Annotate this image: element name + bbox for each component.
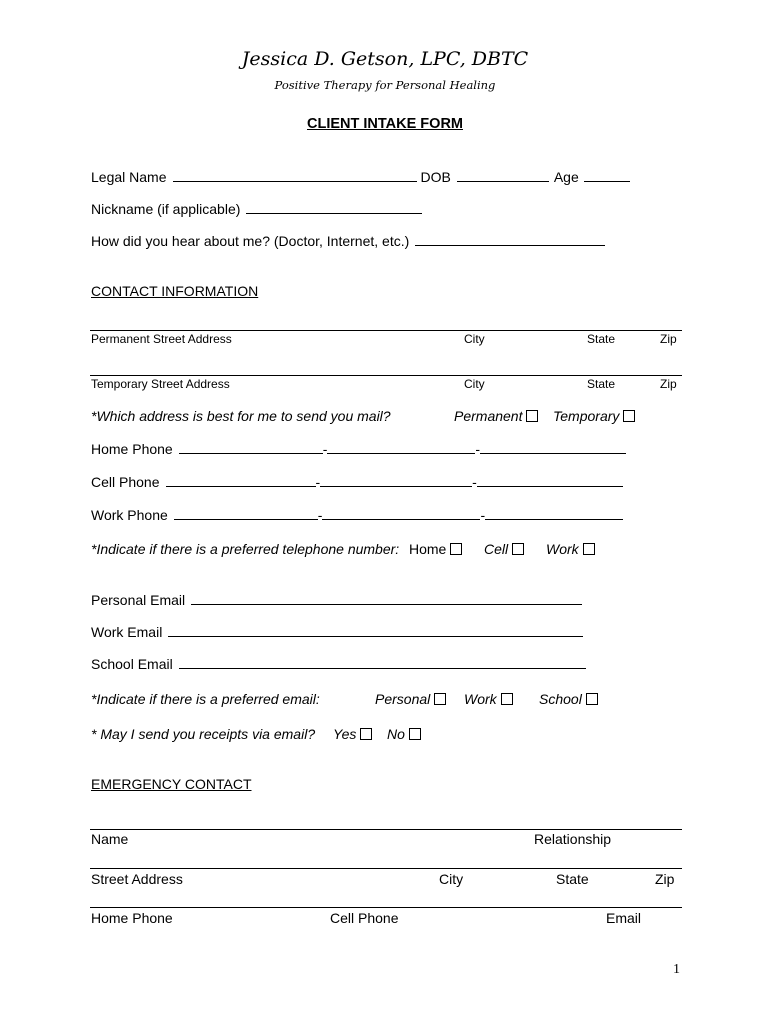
emergency-state-label: State xyxy=(556,871,589,887)
email-work-checkbox[interactable] xyxy=(501,693,513,705)
work-email-label: Work Email xyxy=(91,624,163,640)
emergency-home-phone-label: Home Phone xyxy=(91,910,173,926)
permanent-address-label: Permanent Street Address xyxy=(91,332,232,346)
phone-home-option[interactable] xyxy=(409,541,462,557)
mail-permanent-option[interactable] xyxy=(454,408,538,424)
nickname-field[interactable] xyxy=(246,201,422,214)
nickname-row xyxy=(91,201,422,217)
emergency-street-label: Street Address xyxy=(91,871,183,887)
home-phone-prefix-field[interactable] xyxy=(327,441,475,454)
work-phone-row: Work Phone - - xyxy=(91,507,623,523)
cell-phone-prefix-field[interactable] xyxy=(320,474,472,487)
phone-work-label: Work xyxy=(546,541,579,557)
temporary-address-line[interactable] xyxy=(90,375,682,376)
email-work-label: Work xyxy=(464,691,497,707)
temporary-address-label: Temporary Street Address xyxy=(91,377,230,391)
mail-temporary-checkbox[interactable] xyxy=(623,410,635,422)
legal-name-field[interactable] xyxy=(173,169,417,182)
phone-work-option[interactable] xyxy=(546,541,595,557)
home-phone-row: Home Phone - - xyxy=(91,441,626,457)
age-label: Age xyxy=(553,169,579,185)
temporary-zip-label: Zip xyxy=(660,377,677,391)
legal-name-row xyxy=(91,169,630,185)
page-number: 1 xyxy=(673,962,680,977)
cell-phone-area-field[interactable] xyxy=(166,474,316,487)
receipts-yes-label: Yes xyxy=(333,726,357,742)
email-work-option[interactable] xyxy=(464,691,513,707)
emergency-name-label: Name xyxy=(91,831,129,847)
work-email-row xyxy=(91,624,583,640)
work-phone-line-field[interactable] xyxy=(485,507,623,520)
receipts-question: * May I send you receipts via email? xyxy=(91,726,316,742)
referral-field[interactable] xyxy=(415,233,605,246)
mail-temporary-label: Temporary xyxy=(553,408,620,424)
work-phone-area-field[interactable] xyxy=(174,507,318,520)
temporary-state-label: State xyxy=(587,377,616,391)
receipts-no-checkbox[interactable] xyxy=(409,728,421,740)
preferred-email-question: *Indicate if there is a preferred email: xyxy=(91,691,320,707)
mail-permanent-label: Permanent xyxy=(454,408,523,424)
phone-work-checkbox[interactable] xyxy=(583,543,595,555)
emergency-city-label: City xyxy=(439,871,464,887)
email-personal-option[interactable] xyxy=(375,691,446,707)
cell-phone-label: Cell Phone xyxy=(91,474,160,490)
email-personal-label: Personal xyxy=(375,691,431,707)
permanent-address-line[interactable] xyxy=(90,330,682,331)
school-email-label: School Email xyxy=(91,656,173,672)
phone-cell-option[interactable] xyxy=(484,541,524,557)
legal-name-label: Legal Name xyxy=(91,169,167,185)
dob-label: DOB xyxy=(420,169,451,185)
personal-email-row xyxy=(91,592,582,608)
phone-cell-checkbox[interactable] xyxy=(512,543,524,555)
cell-phone-row: Cell Phone - - xyxy=(91,474,623,490)
phone-cell-label: Cell xyxy=(484,541,509,557)
contact-heading: CONTACT INFORMATION xyxy=(91,283,259,299)
permanent-city-label: City xyxy=(464,332,485,346)
receipts-no-label: No xyxy=(387,726,405,742)
home-phone-line-field[interactable] xyxy=(480,441,626,454)
email-school-checkbox[interactable] xyxy=(586,693,598,705)
age-field[interactable] xyxy=(584,169,630,182)
personal-email-label: Personal Email xyxy=(91,592,186,608)
preferred-phone-question: *Indicate if there is a preferred telephone number: xyxy=(91,541,400,557)
mail-permanent-checkbox[interactable] xyxy=(526,410,538,422)
receipts-yes-option[interactable] xyxy=(333,726,372,742)
mail-question: *Which address is best for me to send you mail? xyxy=(91,408,391,424)
phone-home-label: Home xyxy=(409,541,447,557)
mail-temporary-option[interactable] xyxy=(553,408,635,424)
cell-phone-line-field[interactable] xyxy=(477,474,623,487)
dob-field[interactable] xyxy=(457,169,549,182)
home-phone-area-field[interactable] xyxy=(179,441,323,454)
emergency-zip-label: Zip xyxy=(655,871,675,887)
work-phone-prefix-field[interactable] xyxy=(322,507,480,520)
emergency-cell-phone-label: Cell Phone xyxy=(330,910,399,926)
referral-row xyxy=(91,233,605,249)
form-title: CLIENT INTAKE FORM xyxy=(307,116,463,132)
receipts-no-option[interactable] xyxy=(387,726,421,742)
email-personal-checkbox[interactable] xyxy=(434,693,446,705)
emergency-phone-line[interactable] xyxy=(90,907,682,908)
temporary-city-label: City xyxy=(464,377,485,391)
school-email-row xyxy=(91,656,586,672)
work-email-field[interactable] xyxy=(168,624,583,637)
emergency-heading: EMERGENCY CONTACT xyxy=(91,776,252,792)
emergency-address-line[interactable] xyxy=(90,868,682,869)
personal-email-field[interactable] xyxy=(191,592,582,605)
permanent-zip-label: Zip xyxy=(660,332,677,346)
permanent-state-label: State xyxy=(587,332,616,346)
home-phone-label: Home Phone xyxy=(91,441,173,457)
email-school-label: School xyxy=(539,691,582,707)
school-email-field[interactable] xyxy=(179,656,586,669)
email-school-option[interactable] xyxy=(539,691,598,707)
work-phone-label: Work Phone xyxy=(91,507,168,523)
emergency-name-line[interactable] xyxy=(90,829,682,830)
emergency-email-label: Email xyxy=(606,910,642,926)
phone-home-checkbox[interactable] xyxy=(450,543,462,555)
practitioner-name: Jessica D. Getson, LPC, DBTC xyxy=(241,48,529,70)
emergency-relationship-label: Relationship xyxy=(534,831,612,847)
receipts-yes-checkbox[interactable] xyxy=(360,728,372,740)
practice-tagline: Positive Therapy for Personal Healing xyxy=(274,78,496,92)
referral-label: How did you hear about me? (Doctor, Internet, etc.) xyxy=(91,233,410,249)
nickname-label: Nickname (if applicable) xyxy=(91,201,241,217)
